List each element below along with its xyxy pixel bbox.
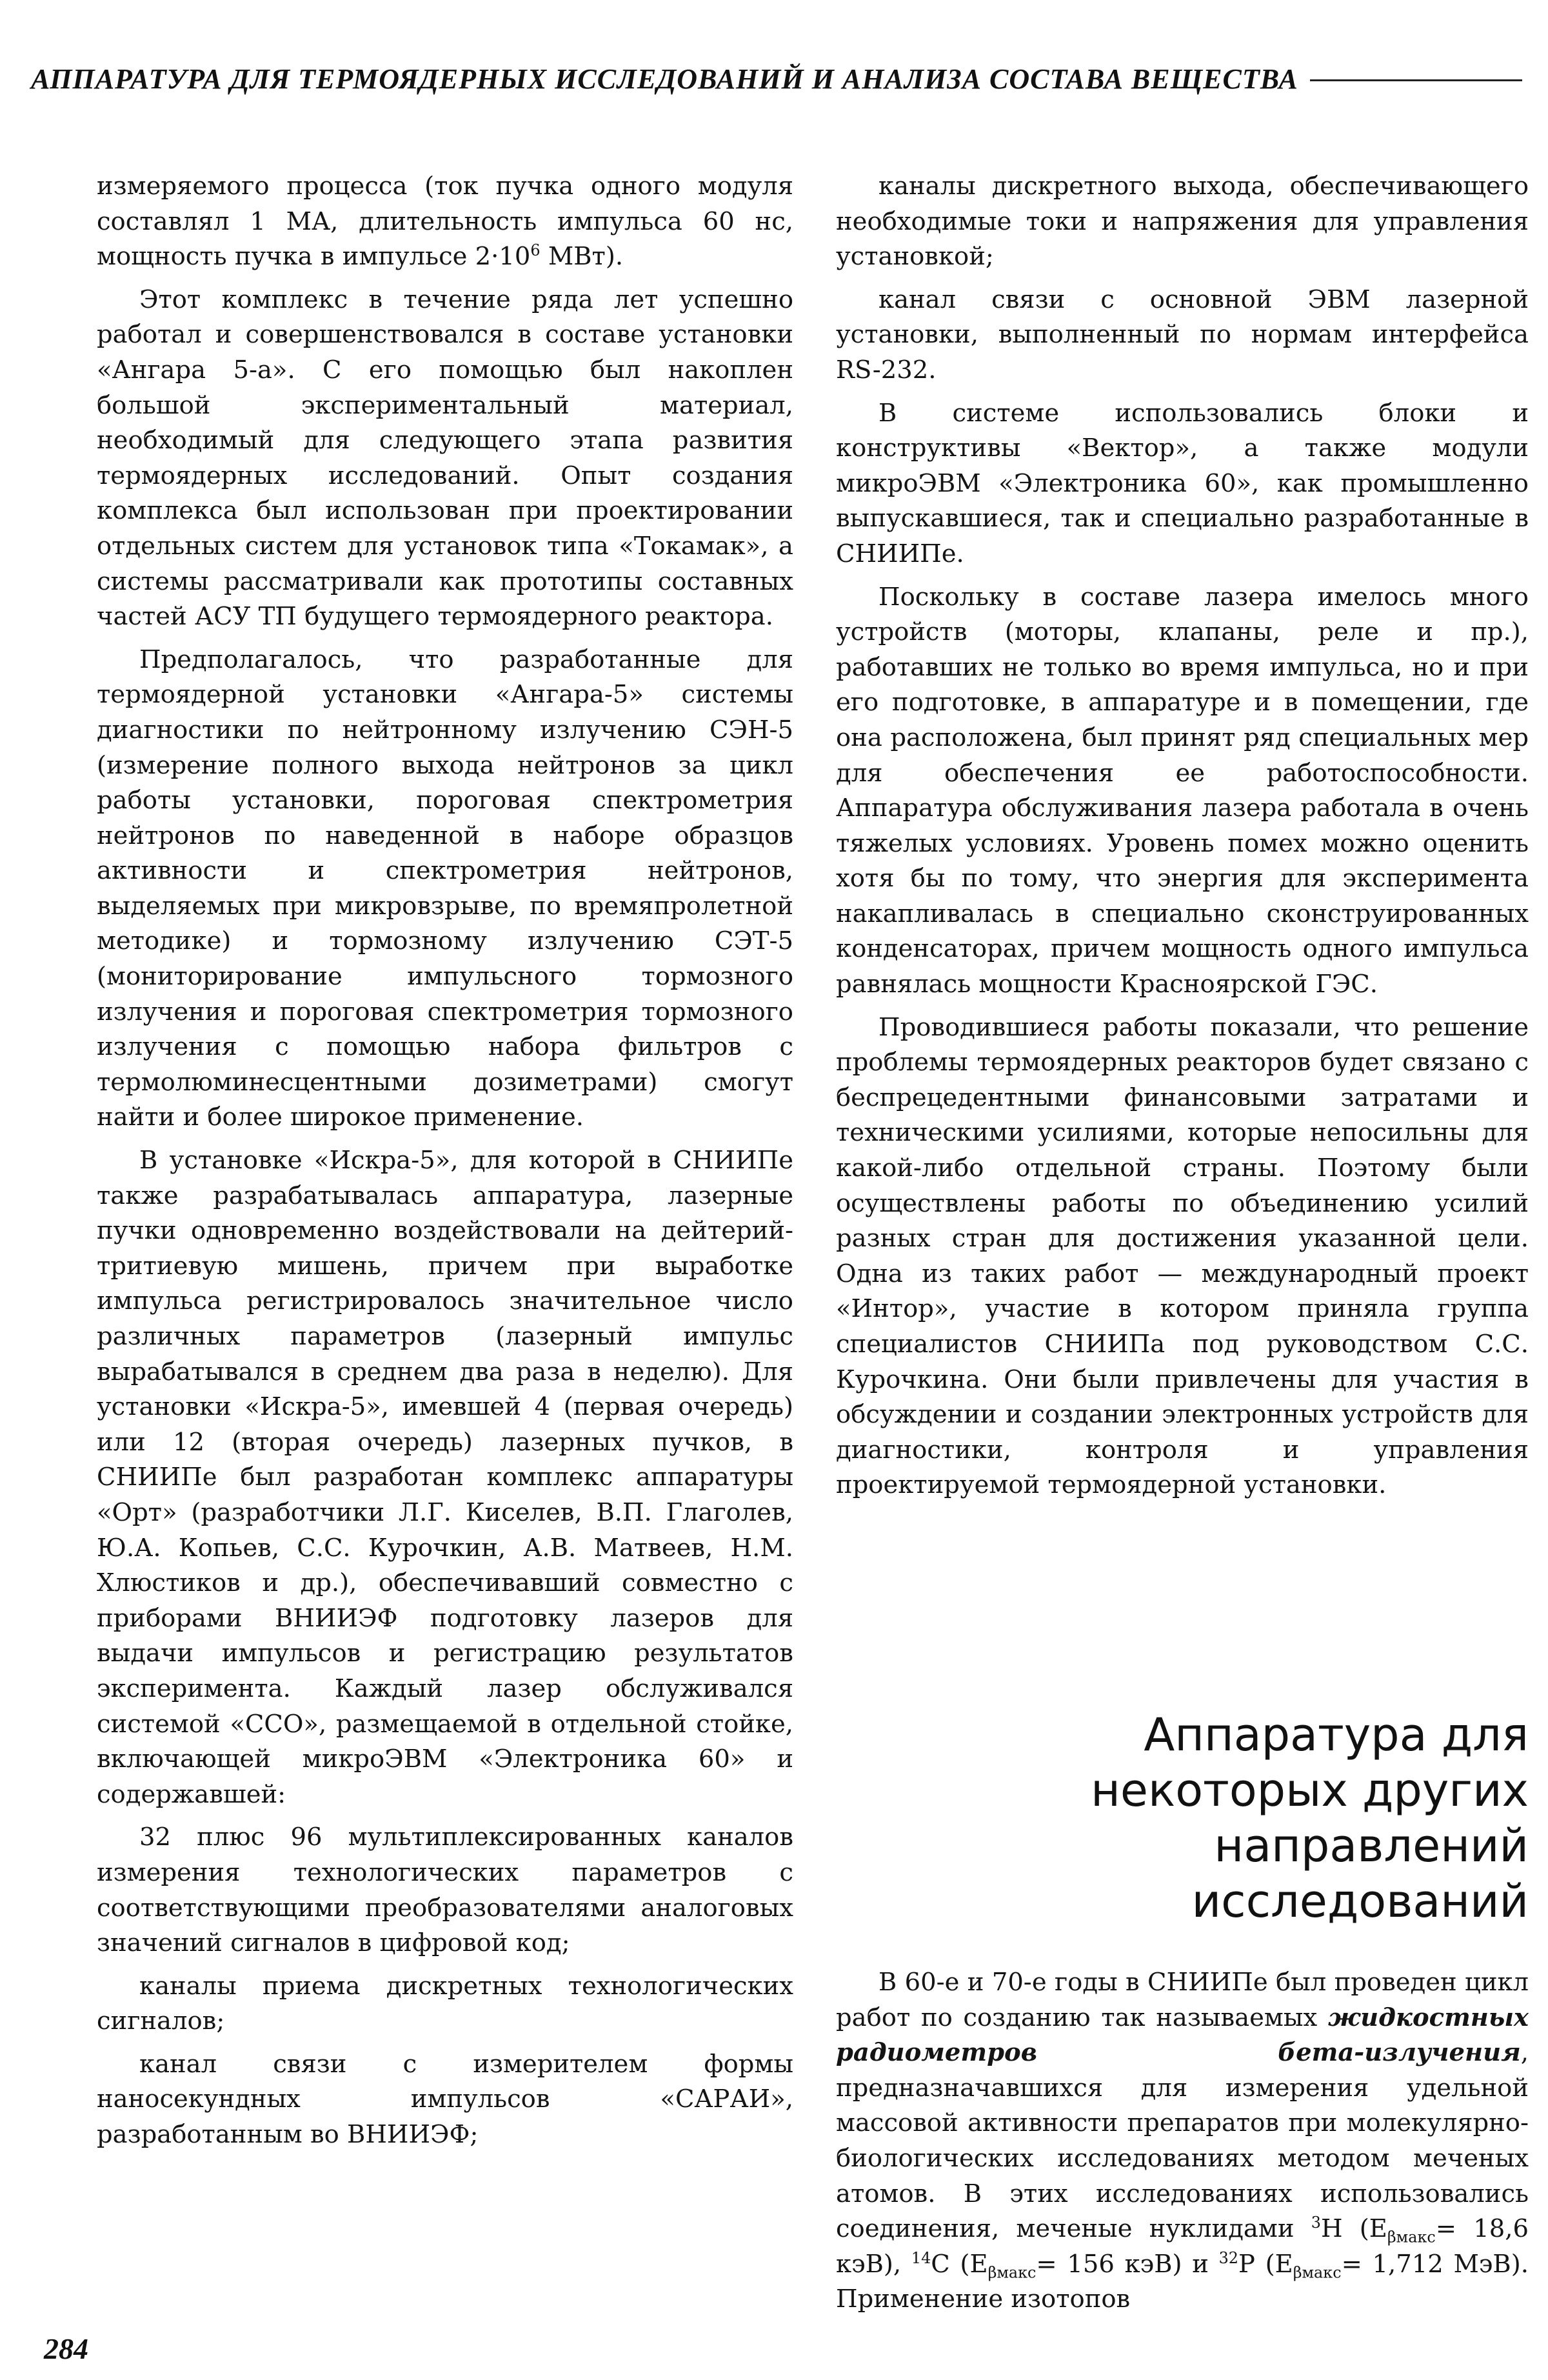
list-item: каналы дискретного выхода, обеспечивающего необходимые токи и напряжения для управления установкой; (836, 172, 1529, 272)
paragraph: В 60-е и 70-е годы в СНИИПе был проведен цикл работ по созданию так называемых жидкостных радиометров бета-излучения, предназначавшихся для измерения удельной массовой активности препаратов при молекулярно-биологических исследованиях методом меченых атомов. В этих исследованиях использовались соединения, меченые нуклидами $^3$Н ($Е_{\beta макс}= 18,6$ кэВ), $^{14}$С ($Е_{\beta макс}= 156$ кэВ) и $^{32}$Р ($Е_{\beta макс}= 1,712$ МэВ). Применение изотопов (836, 1967, 1529, 2314)
list-item: каналы приема дискретных технологических сигналов; (97, 1971, 793, 2036)
paragraph: Проводившиеся работы показали, что решение проблемы термоядерных реакторов будет связано с беспрецедентными финансовыми затратами и техническими усилиями, которые непосильны для какой-либо отдельной страны. Поэтому были осуществлены работы по объединению усилий разных стран для достижения указанной цели. Одна из таких работ — международный проект «Интор», участие в котором приняла группа специалистов СНИИПа под руководством С.С. Курочкина. Они были привлечены для участия в обсуждении и создании электронных устройств для диагностики, контроля и управления проектируемой термоядерной установки. (836, 1012, 1529, 1500)
paragraph: В системе использовались блоки и конструктивы «Вектор», а также модули микроЭВМ «Электроника 60», как промышленно выпускавшиеся, так и специально разработанные в СНИИПе. (836, 398, 1529, 568)
paragraph: измеряемого процесса (ток пучка одного модуля составлял 1 МА, длительность импульса 60 нс, мощность пучка в импульсе $2\cdot 10^6$ МВт). (97, 172, 793, 272)
left-column (97, 169, 793, 2161)
paragraph: Этот комплекс в течение ряда лет успешно работал и совершенствовался в составе установки «Ангара 5-а». С его помощью был накоплен большой экспериментальный материал, необходимый для следующего этапа развития термоядерных исследований. Опыт создания комплекса был использован при проектировании отдельных систем для установок типа «Токамак», а системы рассматривали как прототипы составных частей АСУ ТП будущего термоядерного реактора. (97, 285, 793, 632)
paragraph: Предполагалось, что разработанные для термоядерной установки «Ангара-5» системы диагностики по нейтронному излучению СЭН-5 (измерение полного выхода нейтронов за цикл работы установки, пороговая спектрометрия нейтронов по наведенной в наборе образцов активности и спектрометрия нейтронов, выделяемых при микровзрыве, по времяпролетной методике) и тормозному излучению СЭТ-5 (мониторирование импульсного тормозного излучения и пороговая спектрометрия тормозного излучения с помощью набора фильтров с термолюминесцентными дозиметрами) смогут найти и более широкое применение. (97, 645, 793, 1132)
header-rule (1310, 79, 1522, 81)
section-heading: Аппаратура для некоторых других направлений исследований (1091, 1708, 1529, 1928)
paragraph: Поскольку в составе лазера имелось много устройств (моторы, клапаны, реле и пр.), работавших не только во время импульса, но и при его подготовке, в аппаратуре и в помещении, где она расположена, был принят ряд специальных мер для обеспечения ее работоспособности. Аппаратура обслуживания лазера работала в очень тяжелых условиях. Уровень помех можно оценить хотя бы по тому, что энергия для эксперимента накапливалась в специально сконструированных конденсаторах, причем мощность одного импульса равнялась мощности Красноярской ГЭС. (836, 582, 1529, 999)
key-term: жидкостных радиометров бета-излучения (836, 2003, 1529, 2068)
list-item: 32 плюс 96 мультиплексированных каналов измерения технологических параметров с соответствующими преобразователями аналоговых значений сигналов в цифровой код; (97, 1823, 793, 1958)
list-item: канал связи с измерителем формы наносекундных импульсов «САРАИ», разработанным во ВНИИЭФ; (97, 2049, 793, 2150)
page-number: 284 (44, 2332, 88, 2365)
running-header (31, 59, 1522, 98)
running-title: АППАРАТУРА ДЛЯ ТЕРМОЯДЕРНЫХ ИССЛЕДОВАНИЙ И АНАЛИЗА СОСТАВА ВЕЩЕСТВА (31, 63, 1298, 95)
right-column (836, 169, 1529, 2325)
paragraph: В установке «Искра-5», для которой в СНИИПе также разрабатывалась аппаратура, лазерные пучки одновременно воздействовали на дейтерий-тритиевую мишень, причем при выработке импульса регистрировалось значительное число различных параметров (лазерный импульс вырабатывался в среднем два раза в неделю). Для установки «Искра-5», имевшей 4 (первая очередь) или 12 (вторая очередь) лазерных пучков, в СНИИПе был разработан комплекс аппаратуры «Орт» (разработчики Л.Г. Киселев, В.П. Глаголев, Ю.А. Копьев, С.С. Курочкин, А.В. Матвеев, Н.М. Хлюстиков и др.), обеспечивавший совместно с приборами ВНИИЭФ подготовку лазеров для выдачи импульсов и регистрацию результатов эксперимента. Каждый лазер обслуживался системой «ССО», размещаемой в отдельной стойке, включающей микроЭВМ «Электроника 60» и содержавшей: (97, 1146, 793, 1809)
list-item: канал связи с основной ЭВМ лазерной установки, выполненный по нормам интерфейса RS-232. (836, 285, 1529, 385)
